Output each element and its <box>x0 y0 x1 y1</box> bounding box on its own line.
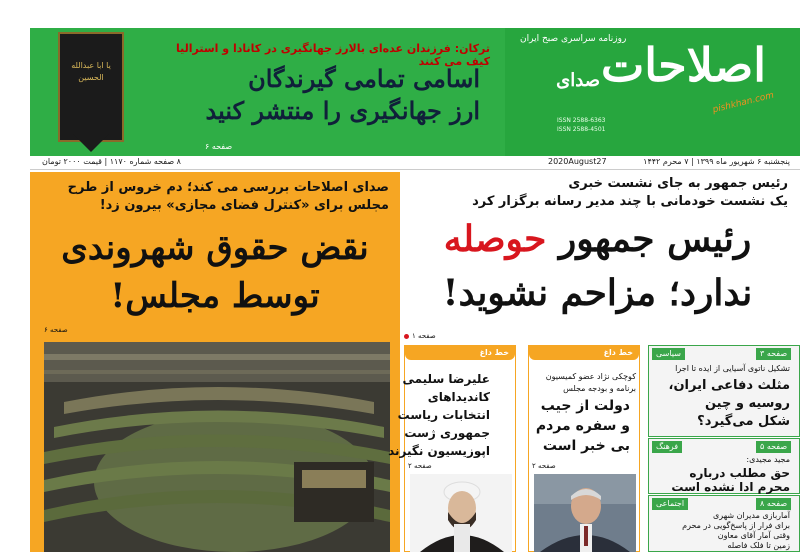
mourning-banner <box>58 32 124 142</box>
top-kicker: ترکان: فرزندان عده‌ای بالارز جهانگیری در کانادا و استرالیا کیف می کنند <box>176 42 490 68</box>
kouchakinejad-small-1: کوچکی نژاد عضو کمیسیون <box>545 372 636 381</box>
sidebar-politics-small: تشکیل ناتوی آسیایی از ایده تا اجرا <box>675 364 790 373</box>
sidebar-culture-page: صفحه ۵ <box>756 441 791 453</box>
lead-page-ref: صفحه ۱ <box>412 332 436 340</box>
bullet-dot <box>404 334 409 339</box>
column-salimi-tag: خط داغ <box>405 346 515 360</box>
sidebar-politics-line-2: روسیه و چین <box>704 396 790 411</box>
kouchakinejad-photo <box>534 474 636 552</box>
issn-2: ISSN 2588-4501 <box>557 126 606 133</box>
kouchakinejad-page-ref: صفحه ۲ <box>532 462 556 470</box>
lead-headline-1-a: رئیس جمهور <box>546 218 752 260</box>
sidebar-politics-page: صفحه ۳ <box>756 348 791 360</box>
kouchakinejad-line-1: دولت از جیب <box>540 398 630 414</box>
parliament-kicker-1: صدای اصلاحات بررسی می کند؛ دم خروس از طرح <box>67 180 389 195</box>
lead-kicker-2: یک نشست خودمانی با چند مدیر رسانه برگزار کرد <box>472 194 788 209</box>
salimi-page-ref: صفحه ۲ <box>408 462 432 470</box>
sidebar-culture-line-1: حق مطلب درباره <box>689 466 790 480</box>
parliament-headline-1[interactable]: نقض حقوق شهروندی <box>61 228 369 268</box>
parliament-headline-2[interactable]: توسط مجلس! <box>110 276 320 316</box>
kouchakinejad-line-3: بی خبر است <box>542 438 630 454</box>
newspaper-logo-prefix: صدای <box>556 70 600 91</box>
top-page-ref: صفحه ۶ <box>205 142 233 151</box>
masthead-tagline: روزنامه سراسری صبح ایران <box>520 34 627 44</box>
salimi-line-3: انتخابات ریاست <box>397 408 490 422</box>
parliament-photo[interactable] <box>44 342 390 552</box>
column-kouchakinejad-tag: خط داغ <box>529 346 639 360</box>
mourning-text: یا ابا عبدالله الحسین <box>71 61 111 82</box>
issn-1: ISSN 2588-6363 <box>557 117 606 124</box>
lead-kicker-1: رئیس جمهور به جای نشست خبری <box>568 176 788 191</box>
sidebar-social-small-2: برای فرار از پاسخ‌گویی در محرم <box>682 521 790 530</box>
newspaper-logo[interactable]: اصلاحات <box>600 38 766 92</box>
persian-date: پنجشنبه ۶ شهریور ماه ۱۳۹۹ | ۷ محرم ۱۴۴۲ <box>643 157 790 166</box>
sidebar-culture-small: مجید مجیدی: <box>746 455 790 464</box>
salimi-line-5: اپوزیسیون نگیرند <box>388 444 490 458</box>
salimi-line-4: جمهوری ژست <box>404 426 490 440</box>
watermark: pishkhan.com <box>711 90 776 116</box>
issue-info: ۸ صفحه شماره ۱۱۷۰ | قیمت ۲۰۰۰ تومان <box>42 157 181 166</box>
kouchakinejad-small-2: برنامه و بودجه مجلس <box>563 384 636 393</box>
parliament-page-ref: صفحه ۶ <box>44 326 68 334</box>
sidebar-social-page: صفحه ۸ <box>756 498 791 510</box>
top-headline-1[interactable]: اسامی تمامی گیرندگان <box>248 64 480 93</box>
sidebar-politics-line-3: شکل می‌گیرد؟ <box>697 414 790 429</box>
sidebar-culture-tag: فرهنگ <box>652 441 682 453</box>
top-headline-2[interactable]: ارز جهانگیری را منتشر کنید <box>205 96 480 125</box>
salimi-line-1: علیرضا سلیمی <box>402 372 490 386</box>
salimi-photo <box>410 474 512 552</box>
latin-date: 2020August27 <box>548 157 607 166</box>
sidebar-social-tag: اجتماعی <box>652 498 688 510</box>
sidebar-social-small-1: آماربازی مدیران شهری <box>713 511 790 520</box>
sidebar-politics-tag: سیاسی <box>652 348 685 360</box>
lead-headline-2[interactable]: ندارد؛ مزاحم نشوید! <box>442 272 753 314</box>
kouchakinejad-line-2: و سفره مردم <box>535 418 630 434</box>
sidebar-culture-line-2: محرم ادا نشده است <box>671 480 790 494</box>
lead-headline-1[interactable] <box>405 218 790 260</box>
parliament-kicker-2: مجلس برای «کنترل فضای مجازی» بیرون زد! <box>99 198 389 213</box>
salimi-line-2: کاندیداهای <box>427 390 490 404</box>
lead-headline-1-red: حوصله <box>443 218 547 260</box>
sidebar-social-small-4: زمین تا فلک فاصله <box>727 541 790 550</box>
sidebar-politics-line-1: مثلث دفاعی ایران، <box>668 378 790 393</box>
sidebar-social-small-3: وقتی آمار آقای معاون <box>717 531 790 540</box>
